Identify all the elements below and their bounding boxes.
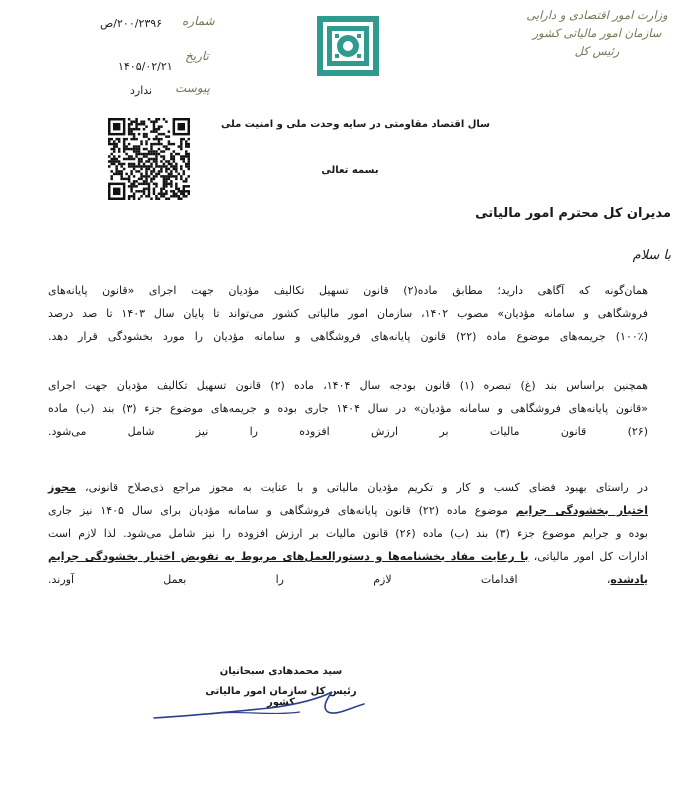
salutation: با سلام bbox=[632, 248, 671, 263]
paragraph-line bbox=[48, 568, 648, 591]
addressee: مدیران کل محترم امور مالیاتی bbox=[475, 206, 671, 221]
bismillah: بسمه تعالی bbox=[321, 165, 379, 176]
text-run: موضوع ماده (۲۲) قانون پایانه‌های فروشگاهی و سامانه مؤدیان برای سال ۱۴۰۵ نیز جاری bbox=[48, 504, 516, 517]
date-value: ۱۴۰۵/۰۲/۲۱ bbox=[118, 60, 173, 73]
emphasis-run: یادشده bbox=[610, 573, 648, 586]
signatory-title: رئیس کل سازمان امور مالیاتی کشور bbox=[205, 686, 357, 708]
paragraph-3 bbox=[48, 476, 648, 591]
paragraph-line: (۱۰۰٪) جریمه‌های موضوع ماده (۲۲) قانون پایانه‌های فروشگاهی و سامانه مؤدیان را مورد بخشودگی قرار دهد. bbox=[48, 330, 648, 343]
paragraph-line bbox=[48, 499, 648, 522]
ministry-line: وزارت امور اقتصادی و دارایی bbox=[526, 8, 668, 22]
signatory-name: سید محمدهادی سبحانیان bbox=[219, 666, 343, 677]
paragraph-line: فروشگاهی و سامانه مؤدیان» مصوب ۱۴۰۲، سازمان امور مالیاتی کشور می‌تواند تا پایان سال ۱۴۰۳ تا صد درصد bbox=[48, 307, 648, 320]
text-run: ، اقدامات لازم را بعمل آورند. bbox=[48, 573, 611, 586]
handwritten-signature bbox=[150, 686, 370, 726]
emphasis-run: اختیار بخشودگی جرایم bbox=[515, 504, 648, 517]
paragraph-line bbox=[48, 476, 648, 499]
paragraph-line bbox=[48, 545, 648, 568]
paragraph-line: «قانون پایانه‌های فروشگاهی و سامانه مؤدیان» در سال ۱۴۰۴ جاری بوده و جریمه‌های موضوع جزء (۳) بند (ب) ماده bbox=[48, 402, 649, 415]
text-run: در راستای بهبود فضای کسب و کار و تکریم مؤدیان مالیاتی و با عنایت به مجوز مراجع ذی‌صلاح قانونی، bbox=[75, 481, 648, 494]
paragraph-1 bbox=[48, 279, 648, 348]
qr-code bbox=[108, 118, 190, 200]
paragraph-2 bbox=[48, 374, 648, 443]
paragraph-line: بوده و جرایم موضوع جزء (۳) بند (ب) ماده (۲۶) قانون مالیات بر ارزش افزوده را نیز شامل می‌شود. لذا لازم است bbox=[48, 527, 648, 540]
emphasis-run: مجوز bbox=[48, 481, 76, 494]
tax-organization-emblem bbox=[315, 14, 381, 78]
attachment-value: ندارد bbox=[130, 84, 153, 97]
attachment-label: پیوست bbox=[175, 81, 210, 95]
paragraph-line: همان‌گونه که آگاهی دارید؛ مطابق ماده(۲) قانون تسهیل تکالیف مؤدیان جهت اجرای «قانون پایانه‌های bbox=[48, 284, 648, 297]
paragraph-line: همچنین براساس بند (غ) تبصره (۱) قانون بودجه سال ۱۴۰۴، ماده (۲) قانون تسهیل تکالیف مؤدیان جهت اجرای bbox=[48, 379, 648, 392]
ministry-line: رئیس کل bbox=[574, 44, 620, 58]
ministry-handwritten-header bbox=[522, 6, 672, 60]
number-label: شماره bbox=[182, 14, 215, 28]
date-label: تاریخ bbox=[185, 49, 209, 63]
year-slogan: سال اقتصاد مقاومتی در سایه وحدت ملی و امنیت ملی bbox=[220, 119, 490, 130]
ministry-line: سازمان امور مالیاتی کشور bbox=[532, 26, 662, 40]
number-value: ۲۰۰/۲۳۹۶/ص bbox=[100, 17, 163, 30]
emphasis-run: با رعایت مفاد بخشنامه‌ها و دستورالعمل‌های مربوط به تفویض اختیار بخشودگی جرایم bbox=[48, 550, 529, 563]
paragraph-line: (۲۶) قانون مالیات بر ارزش افزوده را نیز شامل می‌شود. bbox=[48, 425, 648, 438]
text-run: ادارات کل امور مالیاتی، bbox=[528, 550, 648, 563]
